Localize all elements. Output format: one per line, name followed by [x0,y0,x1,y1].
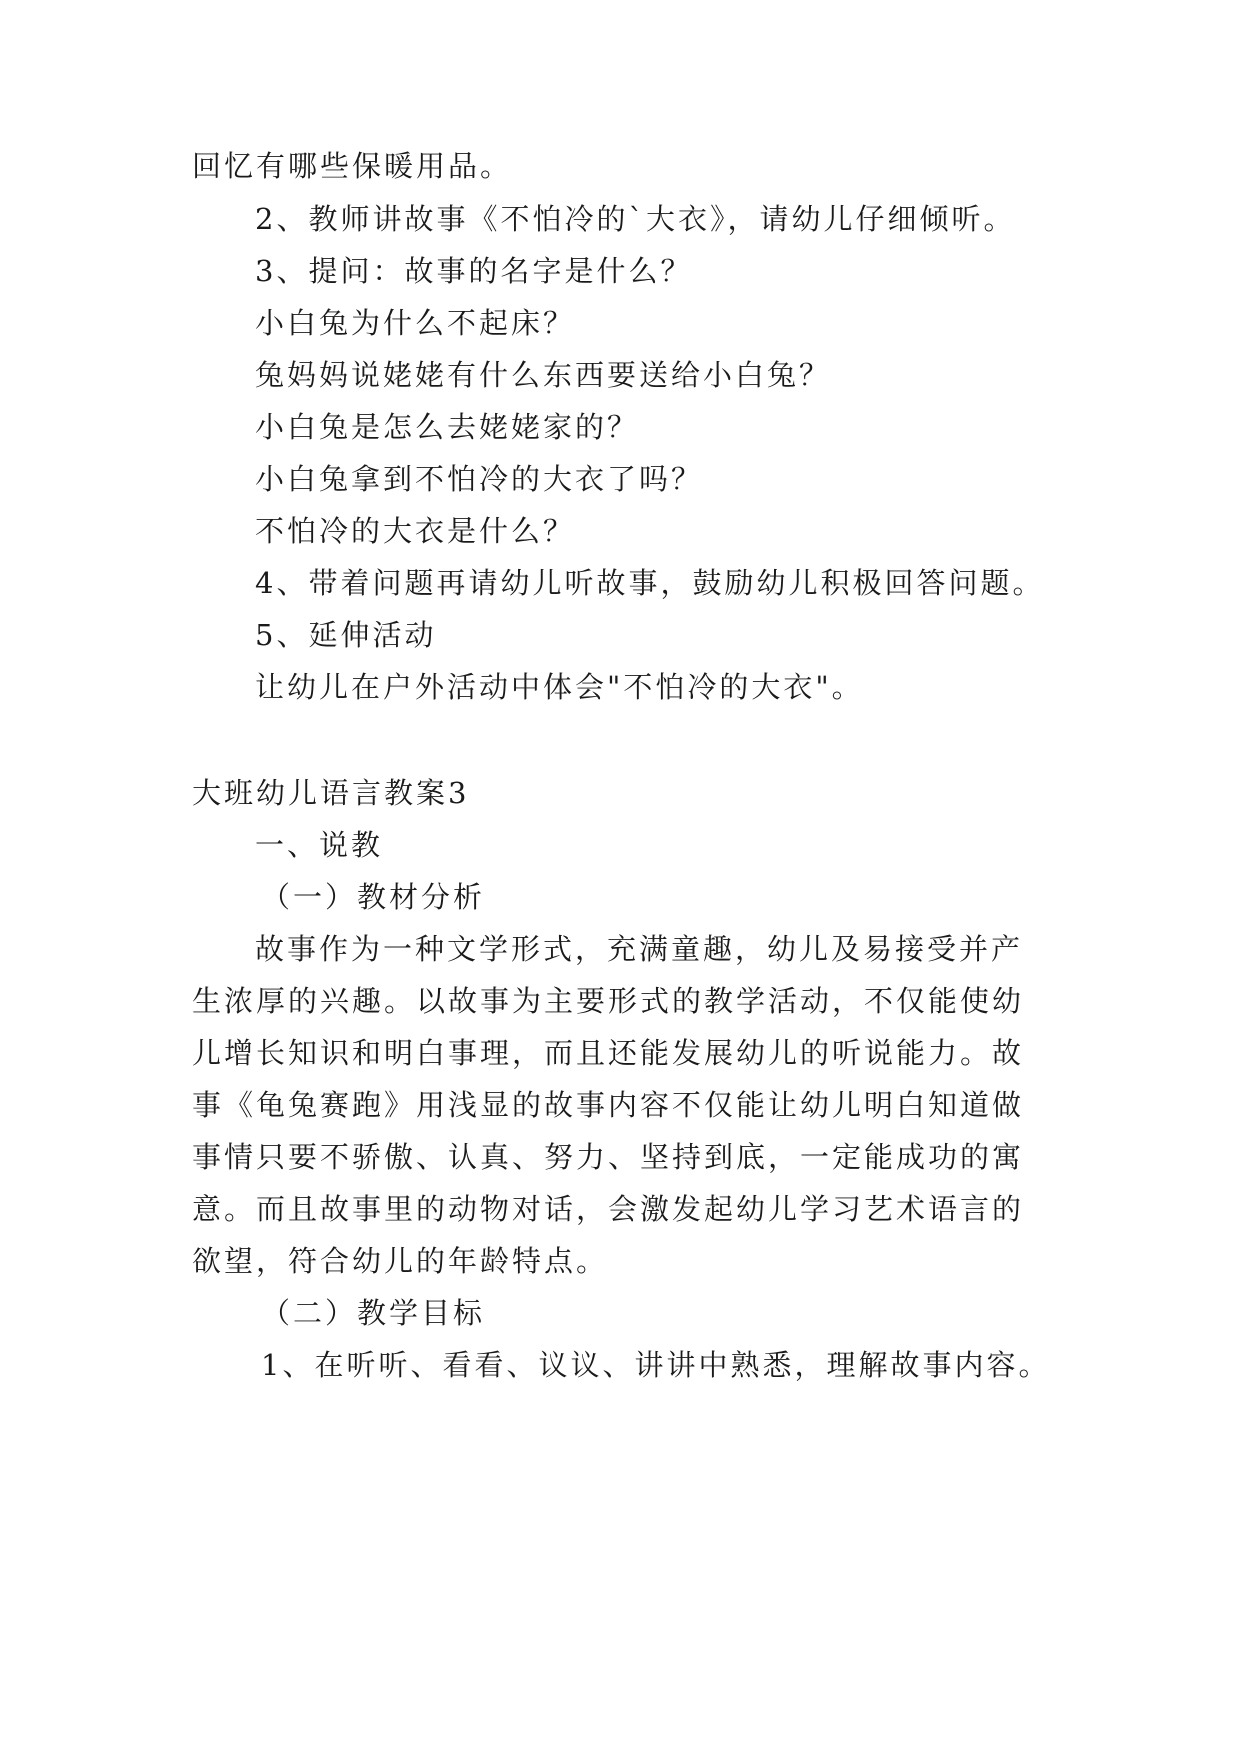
paragraph-line: 生浓厚的兴趣。以故事为主要形式的教学活动，不仅能使幼 [192,984,1025,1018]
part-heading: 一、说教 [255,828,384,862]
paragraph-line: 儿增长知识和明白事理，而且还能发展幼儿的听说能力。故 [192,1036,1025,1070]
step-3: 3、提问：故事的名字是什么？ [255,254,693,288]
section-title: 大班幼儿语言教案3 [192,776,470,810]
paragraph-line: 故事作为一种文学形式，充满童趣，幼儿及易接受并产 [255,932,1024,966]
question-5: 不怕冷的大衣是什么？ [255,514,576,548]
step-5: 5、延伸活动 [255,618,437,652]
continuation-line: 回忆有哪些保暖用品。 [192,149,513,183]
question-3: 小白兔是怎么去姥姥家的？ [255,410,640,444]
paragraph-line: 事情只要不骄傲、认真、努力、坚持到底，一定能成功的寓 [192,1140,1025,1174]
subheading-teaching-goals: （二）教学目标 [261,1296,486,1330]
goal-1: 1、在听听、看看、议议、讲讲中熟悉，理解故事内容。 [261,1348,1051,1382]
question-2: 兔妈妈说姥姥有什么东西要送给小白兔？ [255,358,832,392]
step-2: 2、教师讲故事《不怕冷的`大衣》，请幼儿仔细倾听。 [255,202,1016,236]
question-1: 小白兔为什么不起床？ [255,306,576,340]
subheading-material-analysis: （一）教材分析 [261,880,486,914]
step-4: 4、带着问题再请幼儿听故事，鼓励幼儿积极回答问题。 [255,566,1045,600]
paragraph-line: 意。而且故事里的动物对话，会激发起幼儿学习艺术语言的 [192,1192,1025,1226]
step-5-detail: 让幼儿在户外活动中体会"不怕冷的大衣"。 [255,670,864,704]
paragraph-line: 事《龟兔赛跑》用浅显的故事内容不仅能让幼儿明白知道做 [192,1088,1025,1122]
paragraph-line: 欲望，符合幼儿的年龄特点。 [192,1244,609,1278]
question-4: 小白兔拿到不怕冷的大衣了吗？ [255,462,704,496]
